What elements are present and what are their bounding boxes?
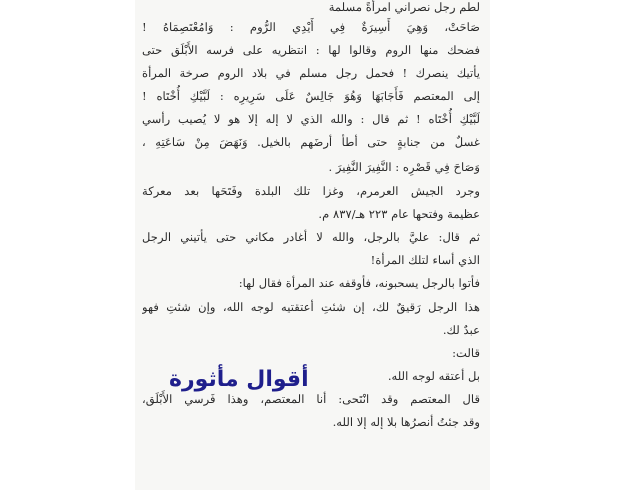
document-page bbox=[135, 0, 490, 490]
text-line: يأتيك ينصرك ! فحمل رجل مسلم في بلاد الروم صرخة المرأة bbox=[142, 66, 480, 81]
text-line: قال المعتصم وقد انْتَحى: أنا المعتصم، وهذا فَرسي الأَبْلَق، bbox=[142, 391, 480, 406]
text-line: وَصَاحَ فِي قَصْرِه : النَّفِيرَ النَّفِيرَ . bbox=[328, 159, 480, 174]
text-line: غسلٌ من جنابةٍ حتى أطأ أرضَهم بالخيل. وَنَهَضَ مِنْ سَاعَتِهِ ، bbox=[142, 135, 480, 150]
text-line: لطم رجل نصراني امرأةً مسلمة bbox=[328, 0, 480, 14]
text-line: وقد جئتُ أنصرُها بلا إله إلا الله. bbox=[332, 415, 480, 429]
text-line: عبدٌ لك. bbox=[442, 322, 480, 337]
text-line: فضحك منها الروم وقالوا لها : انتظريه على فرسه الأَبْلَق حتى bbox=[142, 43, 480, 58]
text-line: إلى المعتصم فَأَجَابَهَا وَهُوَ جَالِسٌ عَلَى سَرِيرِه : لَبَّيْكِ أُخْتَاه ! bbox=[142, 89, 480, 104]
text-line: وجرد الجيش العرمرم، وغزا تلك البلدة وفَتَحَها بعد معركة bbox=[142, 184, 480, 199]
text-line: بل أعتقه لوجه الله. bbox=[387, 368, 480, 383]
overlay-title: أقوال مأثورة bbox=[169, 367, 309, 392]
text-line: لَبَّيْكِ أُخْتَاه ! ثم قال : والله الذي لا إله إلا هو لا يُصيب رأسي bbox=[142, 112, 480, 127]
text-line: ثم قال: عليَّ بالرجل، والله لا أغادر مكاني حتى يأتيني الرجل bbox=[142, 230, 480, 245]
text-line: عظيمة وفتحها عام ٢٢٣ هـ/٨٣٧ م. bbox=[318, 207, 480, 222]
text-line: صَاحَتْ، وَهِيَ أَسِيرَةٌ فِي أَيْدِي الرُّوم : وَامُعْتَصِمَاهُ ! bbox=[142, 20, 480, 34]
text-line: فأتوا بالرجل يسحبونه، فأوقفه عند المرأة فقال لها: bbox=[238, 276, 480, 291]
text-line: قالت: bbox=[452, 345, 480, 360]
text-line: هذا الرجل رَقيقٌ لك، إن شئتِ أعتقتيه لوجه الله، وإن شئتِ فهو bbox=[142, 299, 480, 314]
text-line: الذي أساء لتلك المرأة! bbox=[370, 253, 480, 268]
